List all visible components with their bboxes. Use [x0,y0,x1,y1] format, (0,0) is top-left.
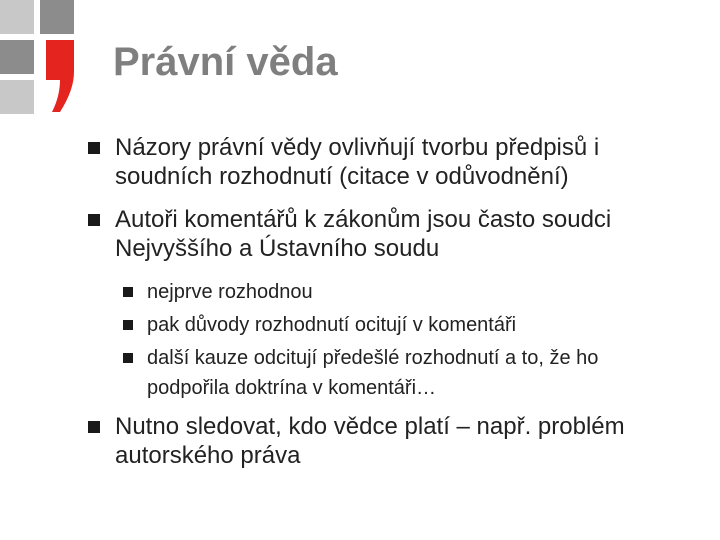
bullet-square-icon [88,142,100,154]
slide-title: Právní věda [113,40,338,84]
bullet-item [115,133,695,191]
sub-bullet-text: další kauze odcitují předešlé rozhodnutí a to, že ho podpořila doktrína v komentáři… [147,347,599,399]
sub-bullet-text: nejprve rozhodnou [147,281,313,303]
bullet-text: Autoři komentářů k zákonům jsou často soudci Nejvyššího a Ústavního soudu [115,206,612,262]
sub-bullet-square-icon [123,320,133,330]
bullet-text: Nutno sledovat, kdo vědce platí – např. problém autorského práva [115,413,625,469]
sub-bullet-square-icon [123,353,133,363]
sub-bullet-item [147,310,687,340]
bullet-item [115,412,635,470]
sub-bullet-text: pak důvody rozhodnutí ocitují v komentáři [147,314,517,336]
bullet-item [115,205,625,263]
sub-bullet-square-icon [123,287,133,297]
sub-bullet-item [147,277,687,307]
bullet-text: Názory právní vědy ovlivňují tvorbu předpisů i soudních rozhodnutí (citace v odůvodnění) [115,134,600,190]
bullet-square-icon [88,214,100,226]
logo-icon [0,0,110,115]
sub-bullet-item [147,343,677,403]
bullet-square-icon [88,421,100,433]
